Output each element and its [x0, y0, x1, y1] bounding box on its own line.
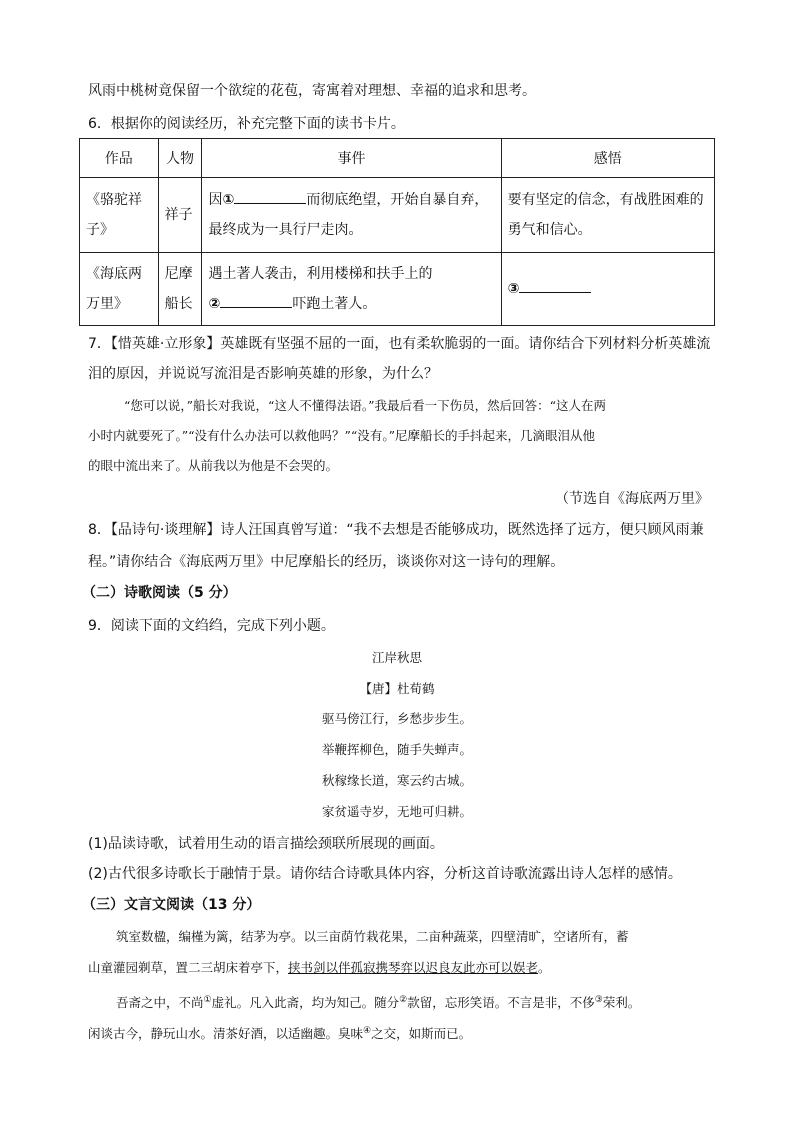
- question-8-line: 8．【品诗句·谈理解】诗人汪国真曾写道：“我不去想是否能够成功，既然选择了远方，便只顾风雨兼: [88, 522, 704, 538]
- cell-work: [80, 178, 159, 253]
- classical-line: [116, 990, 640, 1013]
- footnote-marker: ①: [203, 995, 212, 1005]
- work-line: 《骆驼祥: [86, 192, 142, 208]
- classical-text: 山童灌园剃草，置二三胡床着亭下，: [88, 960, 289, 975]
- insight-line: 要有坚定的信念，有战胜困难的: [507, 192, 704, 208]
- table-header-row: [80, 139, 715, 178]
- question-9-prompt: 9．阅读下面的文绉绉，完成下列小题。: [88, 618, 335, 634]
- classical-text: 。: [538, 960, 551, 975]
- event-line: 最终成为一具行尸走肉。: [208, 222, 363, 238]
- work-line: 子》: [86, 222, 114, 238]
- cell-insight: [501, 178, 714, 253]
- answer-blank-1[interactable]: [234, 189, 306, 204]
- poem-line: 家贫遥寺岁，无地可归耕。: [321, 804, 472, 819]
- cell-person: [158, 178, 202, 253]
- footnote-marker: ③: [594, 995, 603, 1005]
- cell-work: [80, 253, 159, 326]
- event-post: 而彻底绝望，开始自暴自弃，: [306, 192, 489, 208]
- table-row: [80, 178, 715, 253]
- header-work: 作品: [80, 139, 159, 178]
- person-name: 船长: [164, 296, 193, 312]
- cell-event: [202, 253, 501, 326]
- poem-title: 江岸秋思: [371, 650, 422, 665]
- classical-text: 荣利。: [602, 995, 641, 1011]
- question-9-sub-2: (2)古代很多诗歌长于融情于景。请你结合诗歌具体内容，分析这首诗歌流露出诗人怎样的感情。: [88, 866, 682, 882]
- event-line: 遇土著人袭击，利用楼梯和扶手上的: [208, 266, 433, 282]
- excerpt-line: 的眼中流出来了。从前我以为他是不会哭的。: [88, 458, 339, 473]
- excerpt-source: （节选自《海底两万里》: [555, 491, 709, 507]
- answer-blank-2[interactable]: [220, 293, 292, 308]
- poem-author: 【唐】杜荀鹤: [359, 681, 435, 696]
- person-name: 尼摩: [164, 266, 193, 282]
- table-row: [80, 253, 715, 326]
- classical-text: 之交，如斯而已。: [371, 1026, 472, 1042]
- work-line: 《海底两: [86, 266, 142, 282]
- question-7-line: 泪的原因，并说说写流泪是否影响英雄的形象，为什么？: [88, 366, 438, 382]
- poem-line: 秋稼缘长道，寒云约古城。: [321, 773, 472, 788]
- header-insight: 感悟: [501, 139, 714, 178]
- classical-line: [88, 958, 551, 978]
- classical-text: 闲谈古今，静玩山水。清茶好酒，以适幽趣。臭味: [88, 1026, 364, 1042]
- question-7-line: 7．【惜英雄·立形象】英雄既有坚强不屈的一面，也有柔软脆弱的一面。请你结合下列材料分析英雄流: [88, 336, 711, 352]
- poem-line: 举鞭挥柳色，随手失蝉声。: [321, 742, 472, 757]
- poem-line: 驱马傍江行，乡愁步步生。: [321, 711, 472, 726]
- classical-text: 虚礼。凡入此斋，均为知己。随分: [211, 995, 400, 1011]
- footnote-marker: ④: [363, 1026, 372, 1036]
- event-line: [208, 289, 494, 319]
- cell-insight: [501, 253, 714, 326]
- event-line: [208, 185, 494, 215]
- underlined-sentence: 挟书剑以伴孤寂携琴弈以迟良友此亦可以娱老: [288, 960, 539, 975]
- section-title-poetry: （二）诗歌阅读（5 分）: [82, 585, 237, 601]
- header-person: 人物: [158, 139, 202, 178]
- intro-line: 风雨中桃树竟保留一个欲绽的花苞，寄寓着对理想、幸福的追求和思考。: [88, 83, 536, 99]
- classical-text: 吾斋之中，不尚: [116, 995, 204, 1011]
- insight-line: 勇气和信心。: [507, 222, 592, 238]
- header-event: 事件: [202, 139, 501, 178]
- question-8-line: 程。”请你结合《海底两万里》中尼摩船长的经历，谈谈你对这一诗句的理解。: [88, 554, 565, 570]
- blank-number: ②: [208, 296, 221, 312]
- event-post: 吓跑土著人。: [292, 296, 377, 312]
- excerpt-line: 小时内就要死了。”“没有什么办法可以救他吗？”“没有。”尼摩船长的手抖起来，几滴眼泪从他: [88, 428, 595, 443]
- person-name: 祥子: [164, 207, 193, 223]
- reading-card-table: [79, 138, 715, 326]
- blank-number: ①: [222, 192, 235, 208]
- classical-line: [88, 1021, 471, 1044]
- cell-event: [202, 178, 501, 253]
- insight-line: [508, 274, 708, 304]
- excerpt-line: “您可以说，”船长对我说，“这人不懂得法语。”我最后看一下伤员，然后回答：“这人在两: [124, 398, 606, 413]
- event-pre: 因: [208, 192, 223, 208]
- cell-person: [158, 253, 202, 326]
- blank-number: ③: [507, 281, 520, 297]
- footnote-marker: ②: [399, 995, 408, 1005]
- classical-line: 筑室数楹，编槿为篱，结茅为亭。以三亩荫竹栽花果，二亩种蔬菜，四壁清旷，空诸所有，蓄: [116, 929, 629, 944]
- answer-blank-3[interactable]: [519, 278, 591, 293]
- work-line: 万里》: [86, 296, 128, 312]
- question-9-sub-1: (1)品读诗歌，试着用生动的语言描绘颈联所展现的画面。: [88, 836, 444, 852]
- classical-text: 款留，忘形笑语。不言是非，不侈: [407, 995, 595, 1011]
- question-6-prompt: 6．根据你的阅读经历，补充完整下面的读书卡片。: [88, 116, 405, 132]
- section-title-classical: （三）文言文阅读（13 分）: [82, 897, 261, 913]
